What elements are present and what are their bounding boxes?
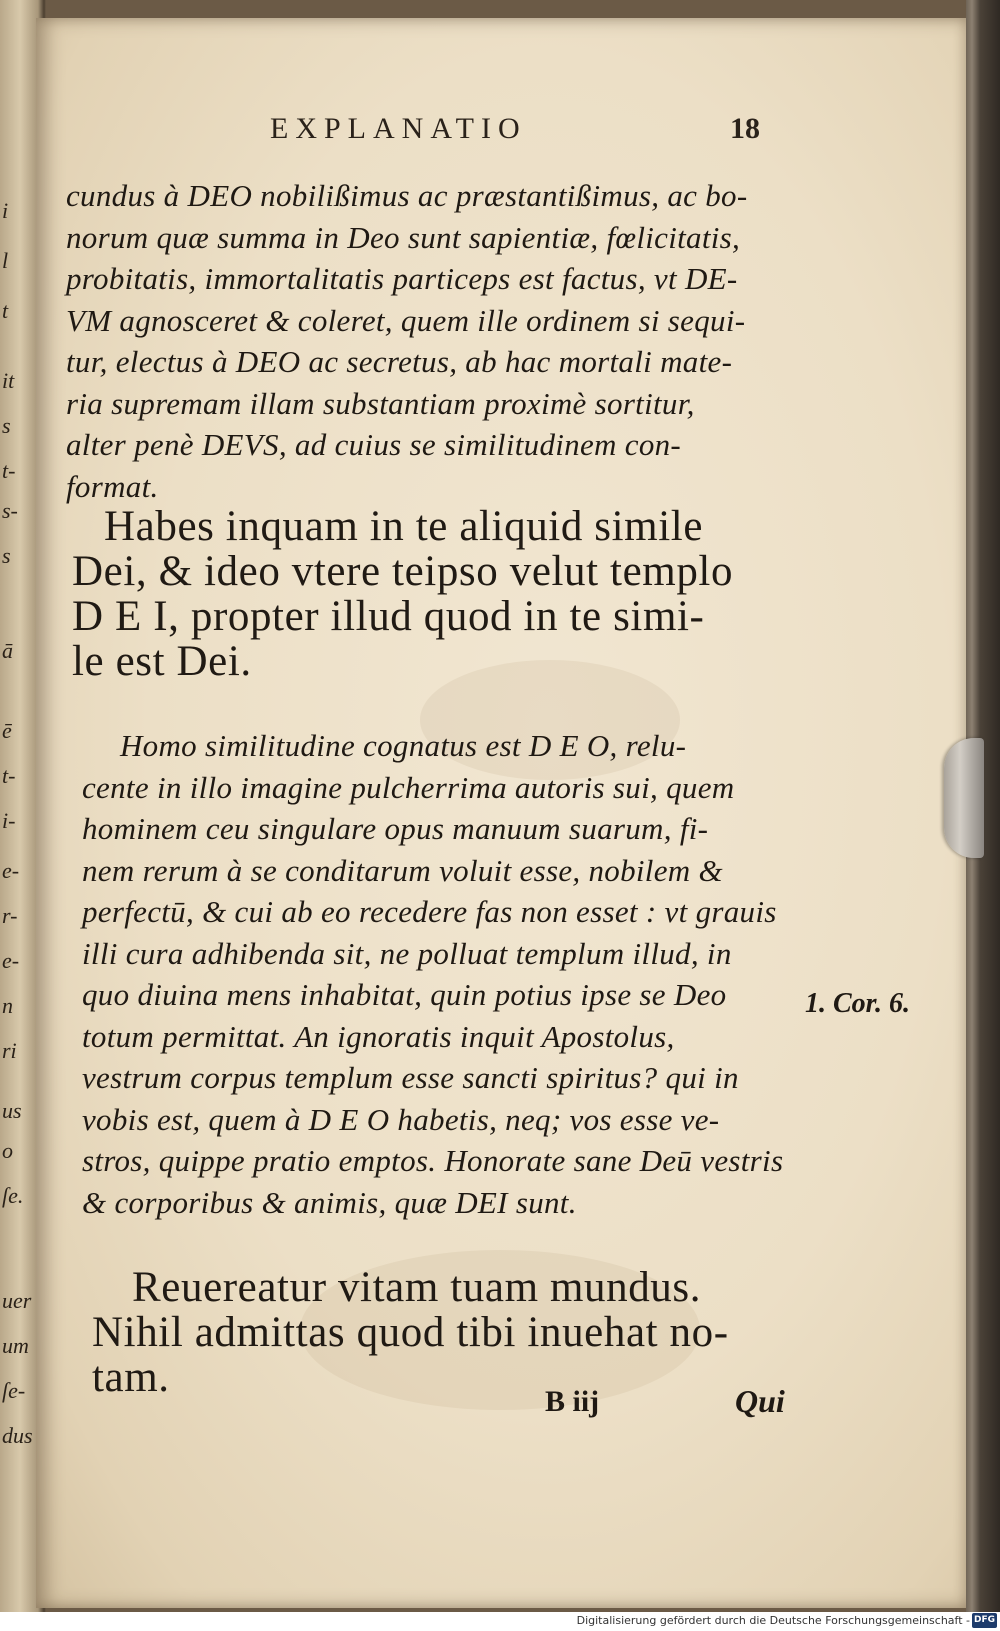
main-text-paragraph-2	[92, 1265, 729, 1400]
margin-fragment: s	[2, 543, 11, 568]
signature-mark: B iij	[545, 1385, 600, 1418]
text-line: quo diuina mens inhabitat, quin potius ipse se Deo	[82, 977, 727, 1012]
text-line: perfectū, & cui ab eo recedere fas non esset : vt grauis	[82, 894, 777, 929]
margin-fragment: r-	[2, 903, 18, 928]
text-line: cente in illo imagine pulcherrima autoris sui, quem	[82, 769, 735, 805]
text-line: Homo similitudine cognatus est D E O, relu-	[120, 728, 687, 763]
running-head	[230, 112, 760, 152]
text-line: format.	[66, 468, 159, 504]
text-line: nem rerum à se conditarum voluit esse, nobilem &	[82, 852, 723, 888]
margin-fragment: s	[2, 413, 11, 438]
text-line: norum quæ summa in Deo sunt sapientiæ, fœlicitatis,	[66, 219, 741, 255]
margin-fragment: s-	[2, 498, 18, 523]
text-line: probitatis, immortalitatis particeps est factus, vt DE-	[66, 261, 738, 296]
margin-fragment: i	[2, 198, 9, 223]
text-line: alter penè DEVS, ad cuius se similitudinem con-	[66, 427, 682, 462]
running-title: EXPLANATIO	[270, 112, 527, 145]
margin-fragment: um	[2, 1333, 29, 1358]
text-line: D E I, propter illud quod in te simi-	[72, 593, 705, 640]
margin-fragment: ri	[2, 1038, 17, 1063]
margin-fragment: i-	[2, 808, 16, 833]
text-line: tur, electus à DEO ac secretus, ab hac mortali mate-	[66, 344, 733, 379]
margin-fragment: e-	[2, 858, 20, 883]
margin-fragment: t	[2, 298, 9, 323]
text-line: & corporibus & animis, quæ DEI sunt.	[82, 1184, 577, 1220]
text-line: stros, quippe pratio emptos. Honorate sane Deū vestris	[82, 1143, 784, 1178]
text-line: Reuereatur vitam tuam mundus.	[132, 1264, 702, 1311]
text-line: VM agnosceret & coleret, quem ille ordinem si sequi-	[66, 302, 746, 338]
margin-fragment: dus	[2, 1423, 33, 1448]
margin-fragment: ſe.	[2, 1183, 24, 1208]
text-line: hominem ceu singulare opus manuum suarum, fi-	[82, 811, 709, 846]
text-line: Nihil admittas quod tibi inuehat no-	[92, 1309, 729, 1356]
margin-fragment: ſe-	[2, 1378, 26, 1403]
main-text-paragraph-1	[72, 504, 733, 684]
text-line: le est Dei.	[72, 638, 252, 685]
margin-fragment: o	[2, 1138, 13, 1163]
commentary-paragraph-1	[66, 175, 747, 507]
margin-fragment: ē	[2, 718, 12, 743]
commentary-paragraph-2	[82, 725, 783, 1223]
margin-fragment: l	[2, 248, 9, 273]
margin-fragment: t-	[2, 763, 16, 788]
margin-fragment: ā	[2, 638, 13, 663]
funding-credit: Digitalisierung gefördert durch die Deutsche Forschungsgemeinschaft -	[576, 1614, 970, 1627]
digitization-footer	[0, 1612, 1000, 1631]
text-line: vobis est, quem à D E O habetis, neq; vos esse ve-	[82, 1101, 720, 1137]
margin-fragment: e-	[2, 948, 20, 973]
text-line: vestrum corpus templum esse sancti spiritus? qui in	[82, 1060, 739, 1095]
dfg-logo-icon: DFG	[972, 1613, 997, 1628]
text-line: Habes inquam in te aliquid simile	[104, 503, 703, 550]
text-line: cundus à DEO nobilißimus ac præstantißimus, ac bo-	[66, 178, 748, 213]
text-line: Dei, & ideo vtere teipso velut templo	[72, 548, 734, 595]
margin-fragment: uer	[2, 1288, 32, 1313]
margin-fragment: it	[2, 368, 15, 393]
page-tab-marker	[944, 738, 984, 858]
marginal-citation: 1. Cor. 6.	[805, 988, 911, 1019]
margin-fragment: n	[2, 993, 13, 1018]
text-line: illi cura adhibenda sit, ne polluat templum illud, in	[82, 935, 732, 971]
margin-fragment: us	[2, 1098, 22, 1123]
page-number: 18	[730, 112, 760, 145]
text-line: totum permittat. An ignoratis inquit Apostolus,	[82, 1018, 675, 1054]
text-line: ria supremam illam substantiam proximè sortitur,	[66, 385, 695, 421]
text-line: tam.	[92, 1354, 170, 1401]
catchword: Qui	[735, 1383, 785, 1419]
margin-fragment: t-	[2, 458, 16, 483]
